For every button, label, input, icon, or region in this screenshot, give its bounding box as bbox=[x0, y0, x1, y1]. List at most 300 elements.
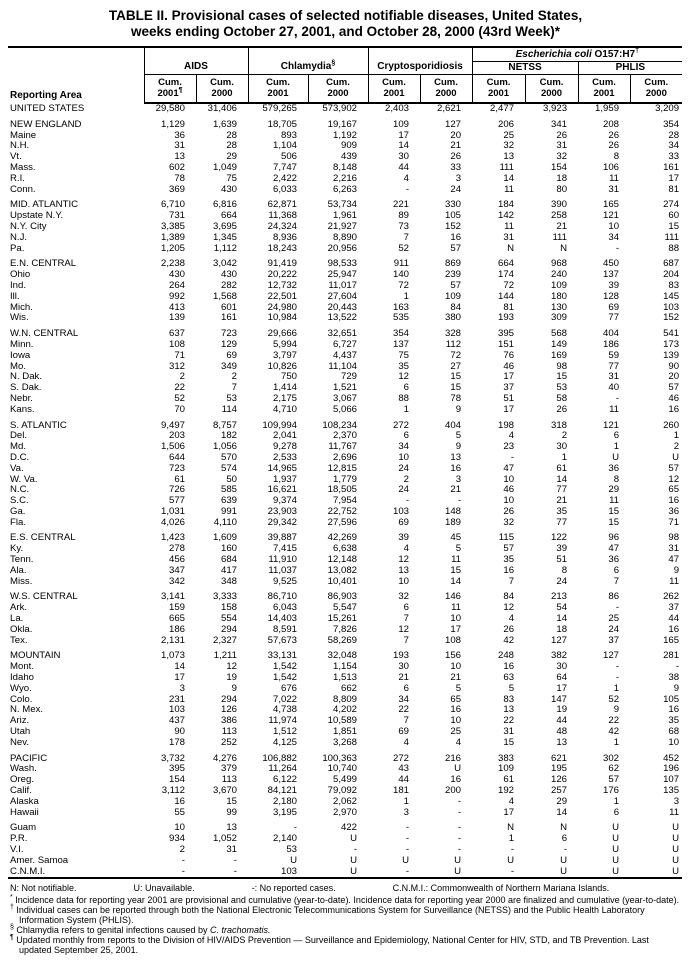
value-cell: 3,141 bbox=[160, 591, 185, 603]
page-title bbox=[8, 8, 683, 39]
value-cell: 140 bbox=[393, 270, 410, 281]
value-cell: 354 bbox=[663, 118, 680, 130]
value-cell: 1,205 bbox=[160, 243, 185, 254]
value-cell: 2,062 bbox=[333, 796, 358, 807]
value-cell: 10 bbox=[398, 576, 410, 587]
value-cell: 17 bbox=[668, 173, 680, 184]
value-cell: 28 bbox=[226, 130, 237, 141]
value-cell: 26 bbox=[608, 141, 620, 152]
value-cell: 24 bbox=[398, 463, 410, 474]
value-cell: 7,954 bbox=[333, 496, 358, 507]
value-cell: 3,112 bbox=[161, 786, 185, 797]
value-cell: U bbox=[612, 834, 620, 845]
value-cell: 541 bbox=[663, 328, 680, 340]
value-cell: - bbox=[457, 834, 462, 845]
value-cell: 98 bbox=[668, 532, 680, 544]
cryptosporidiosis-group-header: Cryptosporidiosis bbox=[368, 47, 472, 75]
value-cell: 1 bbox=[403, 291, 410, 302]
value-cell: 36 bbox=[608, 555, 620, 566]
value-cell: 77 bbox=[608, 313, 620, 324]
table-row bbox=[8, 786, 682, 797]
value-cell: 1 bbox=[613, 683, 620, 694]
value-cell: U bbox=[612, 855, 620, 866]
value-cell: 98,533 bbox=[327, 258, 358, 270]
value-cell: 113 bbox=[221, 775, 237, 786]
value-cell: 15 bbox=[226, 796, 237, 807]
value-cell: 42,269 bbox=[327, 532, 358, 544]
value-cell: - bbox=[457, 845, 462, 855]
value-cell: 19 bbox=[556, 705, 568, 716]
column-header: Cum. 2000 bbox=[525, 75, 578, 104]
value-cell: 318 bbox=[551, 419, 568, 431]
reporting-area-cell: Va. bbox=[10, 463, 24, 474]
table-row bbox=[8, 383, 682, 394]
value-cell: 19,167 bbox=[327, 118, 358, 130]
value-cell: 11 bbox=[504, 221, 515, 232]
reporting-area-cell: Maine bbox=[10, 130, 37, 141]
value-cell: 113 bbox=[221, 727, 237, 738]
value-cell: 28 bbox=[226, 141, 237, 152]
table-row bbox=[8, 614, 682, 625]
value-cell: 20,443 bbox=[327, 302, 358, 313]
reporting-area-cell: Okla. bbox=[10, 624, 33, 635]
value-cell: 11 bbox=[669, 576, 680, 587]
value-cell: 893 bbox=[280, 130, 297, 141]
value-cell: 2,422 bbox=[272, 173, 297, 184]
value-cell: 1,056 bbox=[212, 442, 237, 453]
value-cell: 193 bbox=[393, 650, 410, 662]
value-cell: 637 bbox=[168, 328, 185, 340]
value-cell: 186 bbox=[603, 339, 620, 350]
table-row bbox=[8, 518, 682, 529]
value-cell: 16 bbox=[668, 496, 680, 507]
reporting-area-cell: Kans. bbox=[10, 404, 35, 415]
value-cell: 390 bbox=[551, 199, 568, 211]
table-row bbox=[8, 163, 682, 174]
table-row bbox=[8, 222, 682, 233]
value-cell: 11,017 bbox=[328, 280, 358, 291]
reporting-area-cell: Del. bbox=[10, 431, 28, 442]
value-cell: 203 bbox=[168, 431, 185, 442]
value-cell: 1,568 bbox=[212, 291, 237, 302]
value-cell: 169 bbox=[551, 350, 568, 361]
value-cell: 19 bbox=[226, 673, 237, 684]
value-cell: 147 bbox=[551, 694, 568, 705]
value-cell: 2,175 bbox=[272, 393, 297, 404]
value-cell: 11 bbox=[609, 496, 620, 507]
value-cell: 52 bbox=[398, 243, 410, 254]
footnote-line: ¶ Updated monthly from reports to the Division of HIV/AIDS Prevention — Surveillance and Epidemiology, National Center for HIV, STD, and TB Prevention. Last updated September 25, 2001. bbox=[10, 934, 649, 956]
table-row bbox=[8, 496, 682, 507]
value-cell: 10,589 bbox=[327, 716, 358, 727]
value-cell: 10 bbox=[503, 474, 515, 485]
value-cell: 108,234 bbox=[322, 419, 358, 431]
value-cell: 22,752 bbox=[327, 506, 358, 517]
table-row bbox=[8, 528, 682, 544]
value-cell: 29 bbox=[608, 485, 620, 496]
value-cell: 72 bbox=[503, 280, 515, 291]
value-cell: 137 bbox=[603, 270, 620, 281]
value-cell: - bbox=[233, 855, 237, 866]
value-cell: 39,887 bbox=[267, 532, 297, 544]
value-cell: 176 bbox=[603, 786, 620, 797]
value-cell: 12 bbox=[398, 624, 410, 635]
value-cell: 11,264 bbox=[268, 764, 297, 775]
value-cell: 731 bbox=[168, 211, 185, 222]
value-cell: 6 bbox=[613, 431, 620, 442]
footnote-line: † Individual cases can be reported through both the National Electronic Telecommunications System for Surveillance (NETSS) and the Public Health Laboratory Information System (PHLIS). bbox=[10, 904, 645, 926]
table-row bbox=[8, 475, 682, 486]
table-row bbox=[8, 174, 682, 185]
reporting-area-cell: Mass. bbox=[10, 162, 36, 173]
value-cell: 26 bbox=[503, 624, 515, 635]
value-cell: 32,651 bbox=[327, 328, 358, 340]
value-cell: 11 bbox=[609, 173, 620, 184]
value-cell: 430 bbox=[220, 270, 237, 281]
value-cell: 4 bbox=[403, 544, 410, 555]
value-cell: 1 bbox=[613, 737, 620, 748]
value-cell: 14,965 bbox=[267, 463, 297, 474]
title-line-2: weeks ending October 27, 2001, and October 28, 2000 (43rd Week)* bbox=[131, 23, 560, 39]
footnote-line: § Chlamydia refers to genital infections caused by C. trachomatis. bbox=[10, 924, 271, 936]
value-cell: 128 bbox=[603, 291, 620, 302]
value-cell: 37 bbox=[608, 635, 620, 646]
table-row bbox=[8, 485, 682, 496]
value-cell: U bbox=[350, 834, 358, 845]
value-cell: 13,522 bbox=[327, 313, 358, 324]
value-cell: 1,937 bbox=[272, 474, 297, 485]
value-cell: 50 bbox=[226, 474, 237, 485]
value-cell: 30 bbox=[556, 442, 568, 453]
reporting-area-cell: Calif. bbox=[10, 786, 32, 797]
table-row bbox=[8, 292, 682, 303]
table-row bbox=[8, 442, 682, 453]
value-cell: 568 bbox=[551, 328, 568, 340]
value-cell: 2 bbox=[561, 431, 568, 442]
value-cell: 91,419 bbox=[267, 258, 297, 270]
value-cell: 24 bbox=[398, 485, 410, 496]
value-cell: 96 bbox=[608, 532, 620, 544]
value-cell: 260 bbox=[663, 419, 680, 431]
value-cell: 178 bbox=[168, 737, 185, 748]
value-cell: 89 bbox=[398, 211, 410, 222]
value-cell: 65 bbox=[450, 694, 462, 705]
value-cell: 6,638 bbox=[333, 544, 358, 555]
value-cell: U bbox=[672, 452, 680, 463]
value-cell: 14,403 bbox=[267, 614, 297, 625]
value-cell: 196 bbox=[663, 764, 680, 775]
value-cell: 16 bbox=[668, 404, 680, 415]
reporting-area-cell: Amer. Samoa bbox=[10, 855, 69, 866]
reporting-area-cell: S.C. bbox=[10, 496, 29, 507]
value-cell: 44 bbox=[556, 716, 568, 727]
value-cell: U bbox=[560, 866, 568, 877]
value-cell: - bbox=[181, 855, 185, 866]
reporting-area-cell: N. Mex. bbox=[10, 705, 44, 716]
value-cell: 208 bbox=[603, 118, 620, 130]
value-cell: 44 bbox=[668, 614, 680, 625]
table-row bbox=[8, 362, 682, 373]
value-cell: 24 bbox=[608, 624, 620, 635]
reporting-area-cell: E.S. CENTRAL bbox=[10, 532, 76, 544]
value-cell: 1 bbox=[403, 404, 410, 415]
value-cell: 10,740 bbox=[327, 764, 358, 775]
value-cell: 413 bbox=[168, 302, 185, 313]
value-cell: 60 bbox=[668, 211, 680, 222]
value-cell: 38 bbox=[668, 673, 680, 684]
value-cell: U bbox=[402, 855, 410, 866]
value-cell: 257 bbox=[551, 786, 568, 797]
value-cell: 180 bbox=[551, 291, 568, 302]
value-cell: 20 bbox=[668, 372, 680, 383]
value-cell: 13 bbox=[503, 705, 515, 716]
value-cell: 20 bbox=[450, 130, 462, 141]
value-cell: 15 bbox=[503, 737, 515, 748]
value-cell: 109,994 bbox=[262, 419, 297, 431]
value-cell: 186 bbox=[168, 624, 185, 635]
value-cell: 34 bbox=[398, 442, 410, 453]
column-header: Cum. 2000 bbox=[420, 75, 472, 104]
value-cell: 58 bbox=[556, 393, 568, 404]
value-cell: 24 bbox=[450, 184, 462, 195]
column-header: Cum. 2000 bbox=[196, 75, 248, 104]
value-cell: 3,385 bbox=[160, 221, 185, 232]
value-cell: 35 bbox=[398, 361, 410, 372]
value-cell: 4 bbox=[455, 737, 462, 748]
value-cell: 14 bbox=[174, 662, 185, 673]
reporting-area-cell: W. Va. bbox=[10, 474, 38, 485]
value-cell: 1,542 bbox=[272, 673, 297, 684]
value-cell: 111 bbox=[664, 232, 680, 243]
value-cell: 258 bbox=[551, 211, 568, 222]
table-row bbox=[8, 103, 682, 115]
legend-item: -: No reported cases. bbox=[251, 883, 336, 894]
value-cell: U bbox=[454, 866, 462, 877]
value-cell: 62 bbox=[608, 764, 620, 775]
value-cell: 62,871 bbox=[267, 199, 297, 211]
value-cell: 24,980 bbox=[267, 302, 297, 313]
value-cell: 1,211 bbox=[213, 650, 237, 662]
value-cell: 35 bbox=[503, 555, 515, 566]
value-cell: 7 bbox=[403, 635, 410, 646]
table-row bbox=[8, 453, 682, 464]
value-cell: 15 bbox=[450, 372, 462, 383]
value-cell: 159 bbox=[168, 603, 185, 614]
reporting-area-cell: Idaho bbox=[10, 673, 35, 684]
value-cell: 7 bbox=[231, 383, 237, 394]
value-cell: 86,710 bbox=[267, 591, 297, 603]
value-cell: 911 bbox=[393, 258, 410, 270]
value-cell: 206 bbox=[498, 118, 515, 130]
table-row bbox=[8, 587, 682, 603]
value-cell: 81 bbox=[668, 184, 680, 195]
reporting-area-cell: Upstate N.Y. bbox=[10, 211, 64, 222]
value-cell: 1,031 bbox=[160, 506, 185, 517]
value-cell: 127 bbox=[603, 650, 620, 662]
value-cell: - bbox=[675, 662, 680, 673]
value-cell: 15 bbox=[608, 517, 620, 528]
value-cell: 35 bbox=[668, 716, 680, 727]
value-cell: 1,512 bbox=[272, 727, 297, 738]
value-cell: 148 bbox=[445, 506, 462, 517]
value-cell: 2 bbox=[673, 442, 680, 453]
value-cell: 57 bbox=[668, 463, 680, 474]
value-cell: 231 bbox=[168, 694, 185, 705]
value-cell: 240 bbox=[551, 270, 568, 281]
value-cell: 6,816 bbox=[212, 199, 237, 211]
table-row bbox=[8, 195, 682, 211]
reporting-area-cell: Ill. bbox=[10, 291, 20, 302]
value-cell: 13,082 bbox=[327, 565, 358, 576]
value-cell: 53 bbox=[556, 383, 568, 394]
value-cell: 1,154 bbox=[333, 662, 358, 673]
value-cell: 9,497 bbox=[160, 419, 185, 431]
column-header: Cum. 2001 bbox=[472, 75, 525, 104]
value-cell: 726 bbox=[168, 485, 185, 496]
value-cell: 17 bbox=[503, 807, 515, 818]
value-cell: 26 bbox=[608, 130, 620, 141]
value-cell: 9,525 bbox=[272, 576, 297, 587]
value-cell: 729 bbox=[341, 372, 358, 383]
table-row bbox=[8, 577, 682, 588]
value-cell: N bbox=[560, 822, 568, 834]
value-cell: 7,022 bbox=[272, 694, 297, 705]
value-cell: U bbox=[672, 855, 680, 866]
value-cell: 12 bbox=[226, 662, 237, 673]
value-cell: 25,947 bbox=[327, 270, 358, 281]
value-cell: 2,238 bbox=[160, 258, 185, 270]
table-row bbox=[8, 254, 682, 270]
value-cell: 450 bbox=[603, 258, 620, 270]
value-cell: 16 bbox=[668, 705, 680, 716]
table-row bbox=[8, 303, 682, 314]
value-cell: 968 bbox=[551, 258, 568, 270]
table-row bbox=[8, 416, 682, 432]
value-cell: 40 bbox=[608, 383, 620, 394]
value-cell: 80 bbox=[556, 184, 568, 195]
table-row bbox=[8, 324, 682, 340]
value-cell: 57,673 bbox=[267, 635, 297, 646]
value-cell: 7,826 bbox=[333, 624, 358, 635]
value-cell: 182 bbox=[220, 431, 237, 442]
value-cell: 664 bbox=[220, 211, 237, 222]
legend-line bbox=[10, 883, 683, 893]
reporting-area-cell: Mo. bbox=[10, 361, 26, 372]
value-cell: U bbox=[454, 855, 462, 866]
value-cell: 6,727 bbox=[333, 339, 358, 350]
value-cell: 192 bbox=[498, 786, 515, 797]
value-cell: - bbox=[510, 452, 515, 463]
value-cell: 160 bbox=[220, 544, 237, 555]
value-cell: 106 bbox=[603, 162, 620, 173]
value-cell: 8,757 bbox=[212, 419, 237, 431]
table-row bbox=[8, 845, 682, 856]
value-cell: 13 bbox=[556, 737, 568, 748]
reporting-area-cell: S. Dak. bbox=[10, 383, 42, 394]
value-cell: 32 bbox=[503, 141, 515, 152]
value-cell: U bbox=[560, 855, 568, 866]
value-cell: 11,974 bbox=[268, 716, 297, 727]
value-cell: 111 bbox=[552, 232, 568, 243]
value-cell: - bbox=[405, 845, 410, 855]
table-row bbox=[8, 464, 682, 475]
value-cell: 1 bbox=[508, 834, 515, 845]
value-cell: 130 bbox=[551, 302, 568, 313]
value-cell: 264 bbox=[168, 280, 185, 291]
value-cell: 664 bbox=[498, 258, 515, 270]
value-cell: 13 bbox=[450, 452, 462, 463]
value-cell: 12,815 bbox=[327, 463, 358, 474]
value-cell: 32 bbox=[398, 591, 410, 603]
value-cell: 2,140 bbox=[272, 834, 297, 845]
value-cell: 121 bbox=[603, 211, 620, 222]
table-row bbox=[8, 394, 682, 405]
value-cell: U bbox=[672, 845, 680, 855]
value-cell: 30 bbox=[398, 152, 410, 163]
reporting-area-cell: NEW ENGLAND bbox=[10, 118, 82, 130]
reporting-area-cell: W.N. CENTRAL bbox=[10, 328, 79, 340]
value-cell: 7 bbox=[403, 716, 410, 727]
value-cell: 2 bbox=[179, 372, 185, 383]
value-cell: 15 bbox=[556, 372, 568, 383]
value-cell: 161 bbox=[220, 313, 237, 324]
value-cell: 328 bbox=[445, 328, 462, 340]
value-cell: 662 bbox=[341, 683, 358, 694]
value-cell: 7 bbox=[403, 232, 410, 243]
value-cell: 16 bbox=[450, 705, 462, 716]
value-cell: 23 bbox=[503, 442, 515, 453]
table-row bbox=[8, 705, 682, 716]
value-cell: 24 bbox=[556, 576, 568, 587]
value-cell: 6 bbox=[403, 383, 410, 394]
value-cell: 506 bbox=[280, 152, 297, 163]
value-cell: 2,403 bbox=[385, 103, 410, 114]
value-cell: U bbox=[350, 855, 358, 866]
value-cell: 126 bbox=[220, 705, 237, 716]
value-cell: 252 bbox=[220, 737, 237, 748]
value-cell: 13 bbox=[398, 565, 410, 576]
reporting-area-cell: Ohio bbox=[10, 270, 31, 281]
value-cell: 1,959 bbox=[595, 103, 620, 114]
value-cell: 44 bbox=[398, 775, 410, 786]
value-cell: 200 bbox=[445, 786, 462, 797]
value-cell: 32 bbox=[503, 517, 515, 528]
value-cell: 16 bbox=[503, 565, 515, 576]
value-cell: 2,370 bbox=[333, 431, 358, 442]
value-cell: 81 bbox=[503, 302, 515, 313]
legend-item: C.N.M.I.: Commonwealth of Northern Mariana Islands. bbox=[392, 883, 610, 894]
value-cell: 83 bbox=[668, 280, 680, 291]
value-cell: 17 bbox=[398, 130, 410, 141]
value-cell: 18,705 bbox=[267, 118, 297, 130]
value-cell: 52 bbox=[608, 694, 620, 705]
value-cell: - bbox=[353, 845, 358, 855]
value-cell: 430 bbox=[168, 270, 185, 281]
table-row bbox=[8, 684, 682, 695]
value-cell: 54 bbox=[556, 603, 568, 614]
value-cell: 1,521 bbox=[333, 383, 358, 394]
value-cell: 129 bbox=[220, 339, 237, 350]
table-row bbox=[8, 749, 682, 765]
value-cell: 1 bbox=[613, 796, 620, 807]
table-row bbox=[8, 313, 682, 324]
value-cell: 1,129 bbox=[160, 118, 185, 130]
value-cell: 4 bbox=[403, 173, 410, 184]
value-cell: 6,043 bbox=[272, 603, 297, 614]
value-cell: 109 bbox=[498, 764, 515, 775]
value-cell: 3,797 bbox=[272, 350, 297, 361]
value-cell: 639 bbox=[220, 496, 237, 507]
